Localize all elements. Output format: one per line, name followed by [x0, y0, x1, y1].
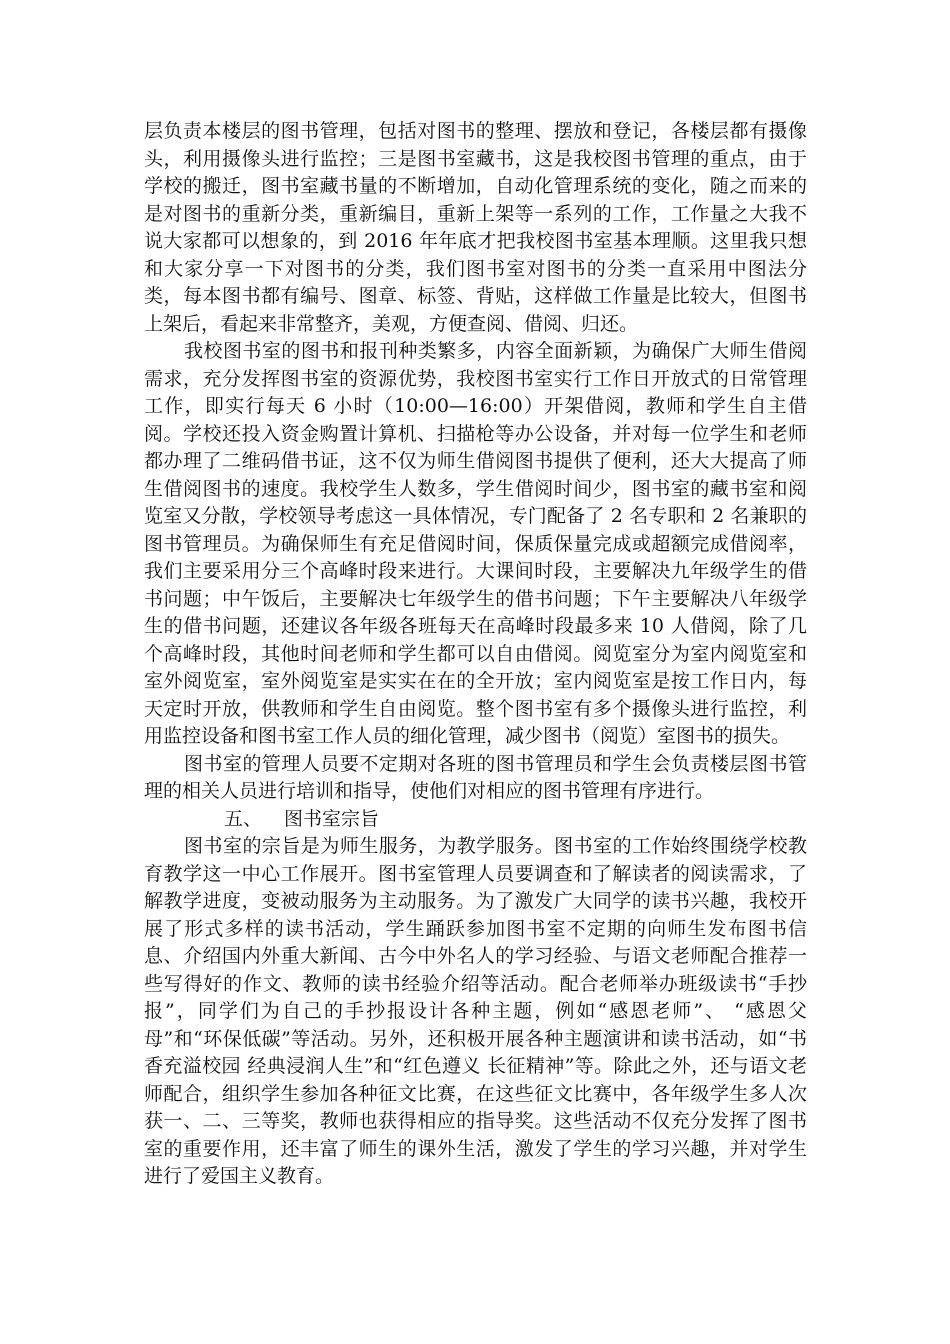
- section-title: 图书室宗旨: [284, 807, 380, 830]
- paragraph-training: 图书室的管理人员要不定期对各班的图书管理员和学生会负责楼层图书管理的相关人员进行培训和指导，使他们对相应的图书管理有序进行。: [144, 752, 807, 802]
- paragraph-opening-hours: 我校图书室的图书和报刊种类繁多，内容全面新颖，为确保广大师生借阅需求，充分发挥图书室的资源优势，我校图书室实行工作日开放式的日常管理工作，即实行每天 6 小时（10:00—16:00）开架借阅，教师和学生自主借阅。学校还投入资金购置计算机、扫描枪等办公设备，并对每一位学生和老师都办理了二维码借书证，这不仅为师生借阅图书提供了便利，还大大提高了师生借阅图书的速度。我校学生人数多，学生借阅时间少，图书室的藏书室和阅览室又分散，学校领导考虑这一具体情况，专门配备了 2 名专职和 2 名兼职的图书管理员。为确保师生有充足借阅时间，保质保量完成或超额完成借阅率，我们主要采用分三个高峰时段来进行。大课间时段，主要解决九年级学生的借书问题；中午饭后，主要解决七年级学生的借书问题；下午主要解决八年级学生的借书问题，还建议各年级各班每天在高峰时段最多来 10 人借阅，除了几个高峰时段，其他时间老师和学生都可以自由借阅。阅览室分为室内阅览室和室外阅览室，室外阅览室是实实在在的全开放；室内阅览室是按工作日内，每天定时开放，供教师和学生自由阅览。整个图书室有多个摄像头进行监控，利用监控设备和图书室工作人员的细化管理，减少图书（阅览）室图书的损失。: [144, 340, 807, 747]
- paragraph-purpose: 图书室的宗旨是为师生服务，为教学服务。图书室的工作始终围绕学校教育教学这一中心工作展开。图书室管理人员要调查和了解读者的阅读需求，了解教学进度，变被动服务为主动服务。为了激发广大同学的读书兴趣，我校开展了形式多样的读书活动，学生踊跃参加图书室不定期的向师生发布图书信息、介绍国内外重大新闻、古今中外名人的学习经验、与语文老师配合推荐一些写得好的作文、教师的读书经验介绍等活动。配合老师举办班级读书“手抄报”，同学们为自己的手抄报设计各种主题，例如“感恩老师”、 “感恩父母”和“环保低碳”等活动。另外，还积极开展各种主题演讲和读书活动，如“书香充溢校园 经典浸润人生”和“红色遵义 长征精神”等。除此之外，还与语文老师配合，组织学生参加各种征文比赛，在这些征文比赛中，各年级学生多人次获一、二、三等奖，教师也获得相应的指导奖。这些活动不仅充分发挥了图书室的重要作用，还丰富了师生的课外生活，激发了学生的学习兴趣，并对学生进行了爱国主义教育。: [144, 835, 807, 1187]
- paragraph-continued: 层负责本楼层的图书管理，包括对图书的整理、摆放和登记，各楼层都有摄像头，利用摄像头进行监控；三是图书室藏书，这是我校图书管理的重点，由于学校的搬迁，图书室藏书量的不断增加，自动化管理系统的变化，随之而来的是对图书的重新分类，重新编目，重新上架等一系列的工作，工作量之大我不说大家都可以想象的，到 2016 年年底才把我校图书室基本理顺。这里我只想和大家分享一下对图书的分类，我们图书室对图书的分类一直采用中图法分类，每本图书都有编号、图章、标签、背贴，这样做工作量是比较大，但图书上架后，看起来非常整齐，美观，方便查阅、借阅、归还。: [144, 120, 807, 335]
- section-number: 五、: [224, 807, 263, 830]
- section-heading: [144, 806, 807, 834]
- document-page: [144, 118, 807, 1191]
